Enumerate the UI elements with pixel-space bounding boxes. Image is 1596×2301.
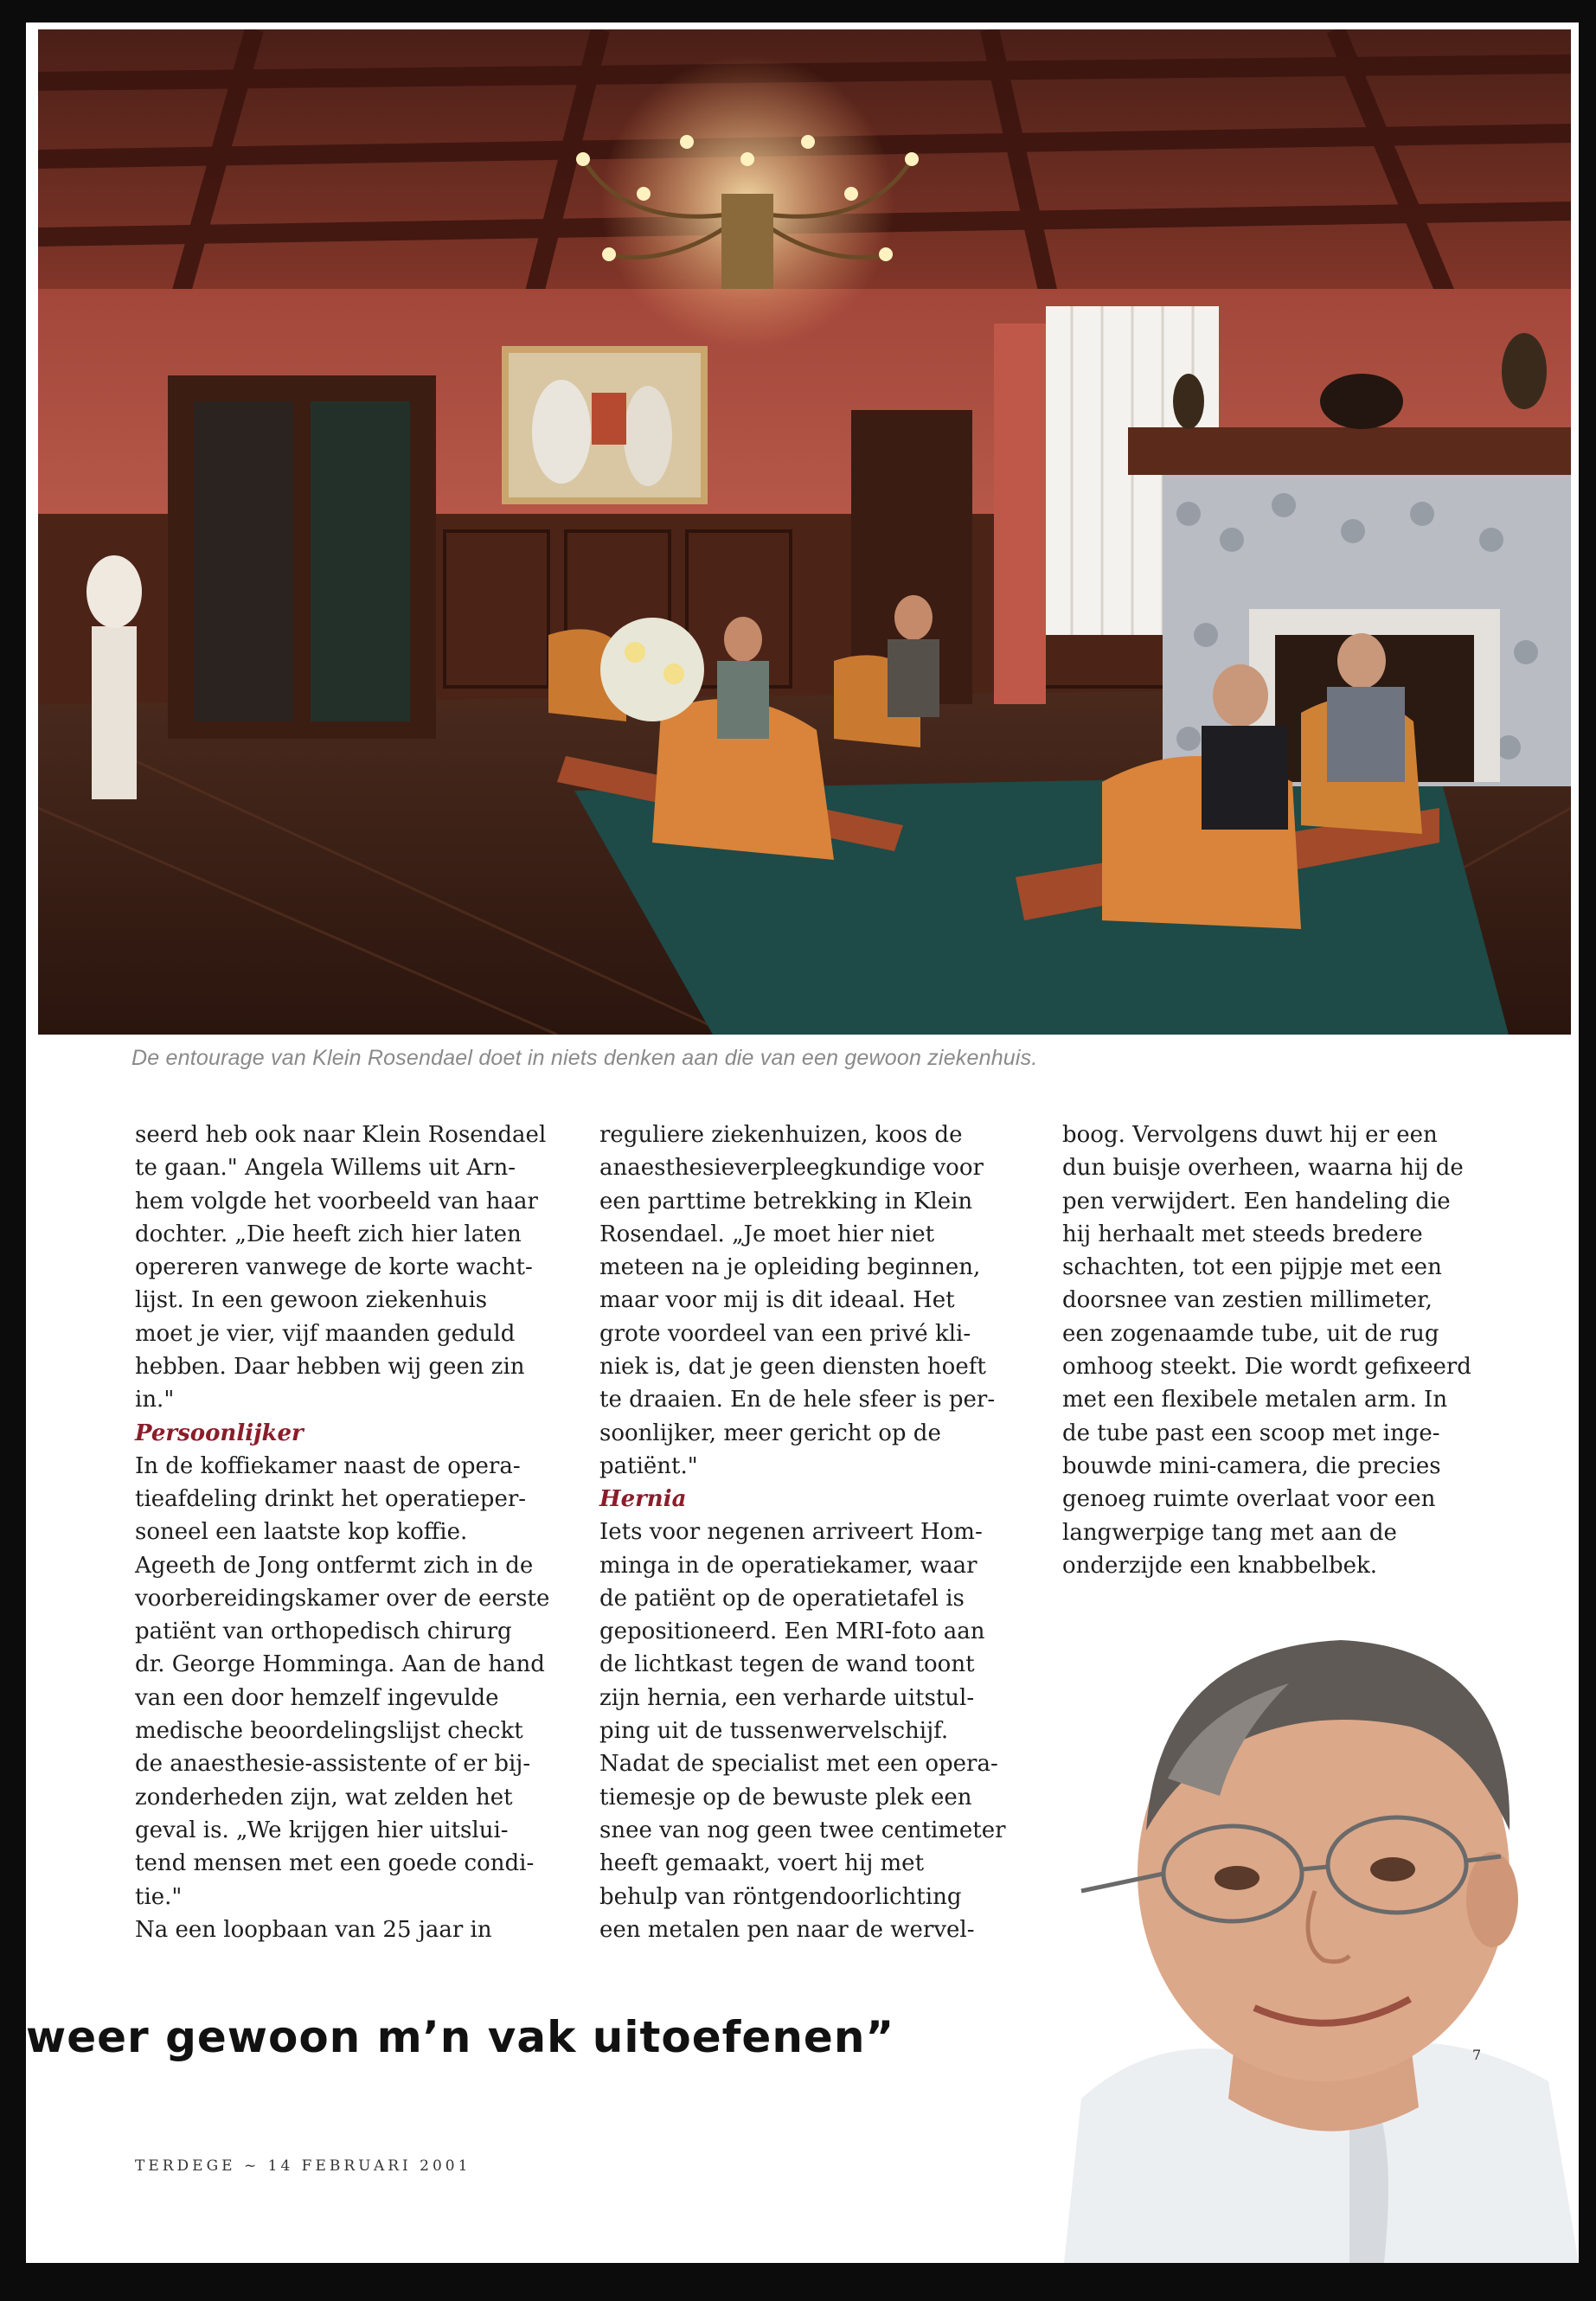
paragraph: In de koffiekamer naast de opera- tieafdeling drinkt het operatieper- soneel een laatste kop koffie. Ageeth de Jong ontfermt zich in de voorbereidingskamer over de eerste patiënt van orthopedisch chirurg dr. George Homminga. Aan de hand van een door hemzelf ingevulde medische beoordelingslijst checkt de anaesthesie-assistente of er bij- zonderheden zijn, wat zelden het geval is. „We krijgen hier uitslui- tend mensen met een goede condi- tie." Na een loopbaan van 25 jaar in (135, 1452, 550, 1943)
subheading-hernia: Hernia (599, 1486, 687, 1513)
text-column-2 (599, 1118, 1049, 1946)
footer-publication: TERDEGE ~ 14 FEBRUARI 2001 (135, 2157, 471, 2175)
paragraph: reguliere ziekenhuizen, koos de anaesthesieverpleegkundige voor een parttime betrekking in Klein Rosendael. „Je moet hier niet meteen na je opleiding beginnen, maar voor mij is dit ideaal. Het grote voordeel van een privé kli- niek is, dat je geen diensten hoeft te draaien. En de hele sfeer is per- soonlijker, meer gericht op de patiënt." (599, 1122, 996, 1479)
lounge-photo (38, 29, 1571, 1035)
pull-quote: weer gewoon m’n vak uitoefenen” (26, 2012, 895, 2062)
paragraph: Iets voor negenen arriveert Hom- minga in de operatiekamer, waar de patiënt op de operatietafel is gepositioneerd. Een MRI-foto aan de lichtkast tegen de wand toont zijn hernia, een verharde uitstul- ping uit de tussenwervelschijf. Nadat de specialist met een opera- tiemesje op de bewuste plek een snee van nog geen twee centimeter heeft gemaakt, voert hij met behulp van röntgendoorlichting een metalen pen naar de wervel- (599, 1519, 1006, 1943)
lounge-illustration (38, 29, 1571, 1035)
magazine-page (26, 22, 1579, 2263)
text-column-1 (135, 1118, 576, 1946)
paragraph: seerd heb ook naar Klein Rosendael te gaan." Angela Willems uit Arn- hem volgde het voorbeeld van haar dochter. „Die heeft zich hier laten opereren vanwege de korte wacht- lijst. In een gewoon ziekenhuis moet je vier, vijf maanden geduld hebben. Daar hebben wij geen zin in." (135, 1122, 547, 1413)
photo-caption: De entourage van Klein Rosendael doet in niets denken aan die van een gewoon ziekenhuis. (131, 1046, 1038, 1070)
text-column-3 (1062, 1118, 1512, 1582)
page-number: 7 (1472, 2047, 1482, 2063)
portrait-photo (1064, 1614, 1579, 2263)
portrait-illustration (1064, 1614, 1579, 2263)
subheading-persoonlijker: Persoonlijker (135, 1420, 304, 1446)
paragraph: boog. Vervolgens duwt hij er een dun buisje overheen, waarna hij de pen verwijdert. Een handeling die hij herhaalt met steeds bredere schachten, tot een pijpje met een doorsnee van zestien millimeter, een zogenaamde tube, uit de rug omhoog steekt. Die wordt gefixeerd met een flexibele metalen arm. In de tube past een scoop met inge- bouwde mini-camera, die precies genoeg ruimte overlaat voor een langwerpige tang met aan de onderzijde een knabbelbek. (1062, 1122, 1471, 1579)
